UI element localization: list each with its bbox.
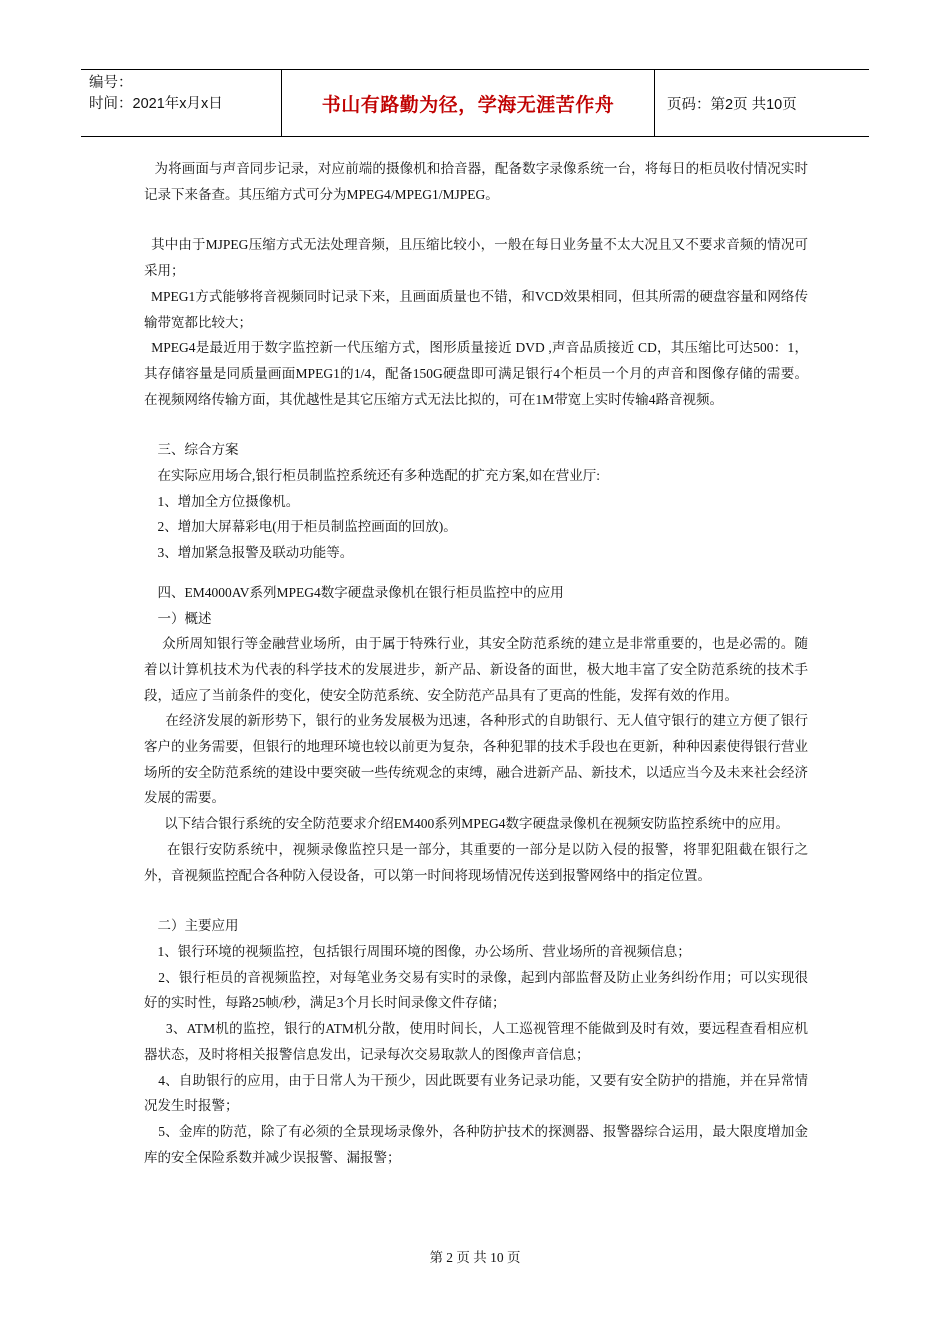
body-paragraph: 其中由于MJPEG压缩方式无法处理音频，且压缩比较小，一般在每日业务量不太大况且又不要求音频的情况可采用；	[144, 237, 809, 279]
paragraph-spacer	[144, 888, 808, 913]
document-body	[144, 156, 808, 1170]
body-paragraph: 众所周知银行等金融营业场所，由于属于特殊行业，其安全防范系统的建立是非常重要的，也是必需的。随着以计算机技术为代表的科学技术的发展进步，新产品、新设备的面世，极大地丰富了安全防范系统的技术手段，适应了当前条件的变化，使安全防范系统、安全防范产品具有了更高的性能，发挥有效的作用。	[144, 636, 809, 703]
header-meta	[81, 70, 282, 136]
body-paragraph: 在经济发展的新形势下，银行的业务发展极为迅速，各种形式的自助银行、无人值守银行的建立方便了银行客户的业务需要，但银行的地理环境也较以前更为复杂，各种犯罪的技术手段也在更新，种种因素使得银行营业场所的安全防范系统的建设中要突破一些传统观念的束缚，融合进新产品、新技术，以适应当今及未来社会经济发展的需要。	[144, 713, 809, 806]
body-paragraph: 在实际应用场合,银行柜员制监控系统还有多种选配的扩充方案,如在营业厅:	[144, 468, 600, 484]
body-paragraph: 在银行安防系统中，视频录像监控只是一部分，其重要的一部分是以防入侵的报警，将罪犯阻截在银行之外，音视频监控配合各种防入侵设备，可以第一时间将现场情况传送到报警网络中的指定位置。	[144, 841, 809, 883]
paragraph-spacer	[144, 207, 808, 232]
body-paragraph: MPEG4是最近用于数字监控新一代压缩方式，图形质量接近 DVD ,声音品质接近 CD，其压缩比可达500：1，其存储容量是同质量画面MPEG1的1/4，配备150G硬盘即可满足银行4个柜员一个月的声音和图像存储的需要。在视频网络传输方面，其优越性是其它压缩方式无法比拟的，可在1M带宽上实时传输4路音视频。	[144, 340, 809, 407]
body-paragraph: 二）主要应用	[144, 918, 239, 934]
paragraph-spacer	[144, 566, 808, 580]
body-paragraph: 为将画面与声音同步记录，对应前端的摄像机和拾音器，配备数字录像系统一台，将每日的柜员收付情况实时记录下来备查。其压缩方式可分为MPEG4/MPEG1/MJPEG。	[144, 161, 809, 202]
body-paragraph: 5、金库的防范，除了有必须的全景现场录像外，各种防护技术的探测器、报警器综合运用，最大限度增加金库的安全保险系数并减少误报警、漏报警；	[144, 1123, 809, 1165]
body-paragraph: 3、增加紧急报警及联动功能等。	[144, 545, 354, 561]
body-paragraph: 三、综合方案	[144, 442, 239, 458]
page-footer: 第 2 页 共 10 页	[429, 1250, 521, 1265]
body-paragraph: 1、银行环境的视频监控，包括银行周围环境的图像，办公场所、营业场所的音视频信息；	[144, 943, 691, 959]
body-paragraph: MPEG1方式能够将音视频同时记录下来，且画面质量也不错，和VCD效果相同，但其所需的硬盘容量和网络传输带宽都比较大；	[144, 288, 809, 330]
header-motto: 书山有路勤为径，学海无涯苦作舟	[282, 70, 655, 136]
document-number-label: 编号：	[89, 75, 133, 91]
document-date-label: 时间：2021年x月x日	[89, 96, 223, 112]
body-paragraph: 四、EM4000AV系列MPEG4数字硬盘录像机在银行柜员监控中的应用	[144, 584, 564, 600]
body-paragraph: 以下结合银行系统的安全防范要求介绍EM400系列MPEG4数字硬盘录像机在视频安防监控系统中的应用。	[144, 816, 790, 832]
body-paragraph: 1、增加全方位摄像机。	[144, 493, 300, 509]
body-paragraph: 3、ATM机的监控，银行的ATM机分散，使用时间长，人工巡视管理不能做到及时有效，要远程查看相应机器状态，及时将相关报警信息发出，记录每次交易取款人的图像声音信息；	[144, 1021, 808, 1062]
body-paragraph: 2、增加大屏幕彩电(用于柜员制监控画面的回放)。	[144, 519, 457, 535]
body-paragraph: 一）概述	[144, 610, 212, 626]
body-paragraph: 2、银行柜员的音视频监控，对每笔业务交易有实时的录像，起到内部监督及防止业务纠纷作用；可以实现很好的实时性，每路25帧/秒，满足3个月长时间录像文件存储；	[144, 969, 809, 1011]
body-paragraph: 4、自助银行的应用，由于日常人为干预少，因此既要有业务记录功能，又要有安全防护的措施，并在异常情况发生时报警；	[144, 1072, 809, 1114]
page-header	[81, 69, 869, 137]
header-page-info: 页码：第2页 共10页	[667, 96, 797, 113]
paragraph-spacer	[144, 412, 808, 437]
